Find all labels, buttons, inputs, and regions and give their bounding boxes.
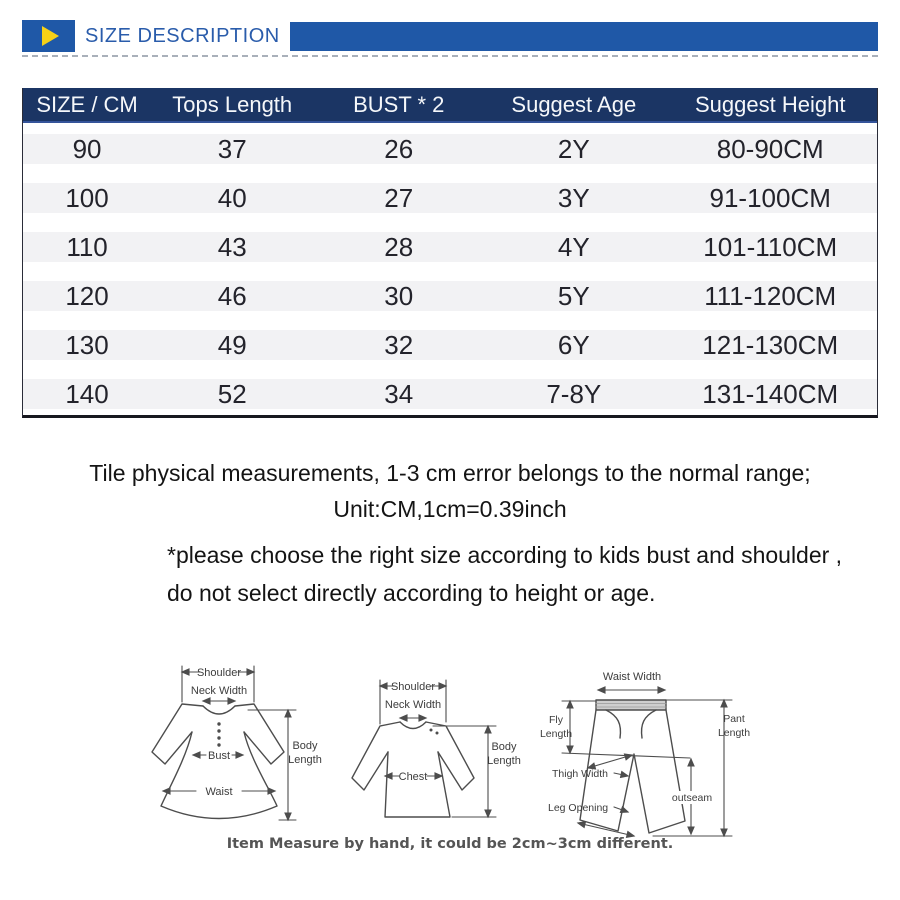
table-cell: 26 [384, 134, 414, 164]
note-advice-2: do not select directly according to height or age. [167, 580, 656, 606]
table-cell: 101-110CM [703, 232, 838, 262]
column-header: SIZE / CM [36, 91, 138, 117]
table-row [23, 134, 877, 164]
measurement-notes [0, 458, 900, 608]
table-cell: 27 [384, 183, 414, 213]
pants-fly-length-label: Fly [549, 714, 563, 726]
table-cell: 80-90CM [716, 134, 824, 164]
dress-bust-label: Bust [207, 750, 231, 762]
header-badge [22, 20, 75, 52]
table-cell: 30 [384, 281, 414, 311]
table-cell: 32 [384, 330, 414, 360]
note-unit: Unit:CM,1cm=0.39inch [333, 496, 567, 522]
dress-measure-diagram [136, 648, 326, 828]
table-cell: 140 [65, 379, 109, 409]
dress-waist-label: Waist [205, 786, 233, 798]
shirt-chest-label: Chest [398, 771, 428, 783]
pants-fly-length-label-2: Length [539, 728, 573, 740]
column-header: Suggest Height [695, 91, 846, 117]
size-table-body [23, 123, 877, 415]
table-cell: 131-140CM [702, 379, 839, 409]
dress-shoulder-label: Shoulder [196, 667, 242, 679]
dress-neck-width-label: Neck Width [190, 685, 248, 697]
pants-outseam-label: outseam [671, 792, 713, 804]
table-cell: 111-120CM [704, 281, 837, 311]
table-cell: 110 [66, 232, 108, 262]
table-row [23, 379, 877, 409]
table-cell: 43 [217, 232, 247, 262]
pants-thigh-width-label: Thigh Width [552, 768, 609, 780]
table-cell: 130 [65, 330, 109, 360]
dress-body-length-label-2: Length [288, 754, 322, 766]
section-header [22, 20, 878, 52]
table-cell: 52 [217, 379, 247, 409]
header-accent-bar [290, 22, 878, 51]
table-row [23, 232, 877, 262]
shirt-neck-width-label: Neck Width [384, 699, 442, 711]
note-measure-range: Tile physical measurements, 1-3 cm error belongs to the normal range; [89, 460, 811, 486]
table-cell: 34 [384, 379, 414, 409]
column-header: Suggest Age [511, 91, 637, 117]
table-cell: 6Y [557, 330, 590, 360]
shirt-measure-diagram [338, 652, 523, 832]
table-cell: 5Y [557, 281, 590, 311]
table-cell: 121-130CM [702, 330, 839, 360]
table-cell: 3Y [557, 183, 590, 213]
column-header: BUST * 2 [353, 91, 445, 117]
column-header: Tops Length [172, 91, 293, 117]
table-cell: 4Y [557, 232, 590, 262]
pants-waist-width-label: Waist Width [602, 671, 662, 683]
table-cell: 37 [217, 134, 247, 164]
table-cell: 2Y [557, 134, 590, 164]
table-cell: 28 [384, 232, 414, 262]
table-cell: 7-8Y [546, 379, 602, 409]
table-cell: 100 [65, 183, 109, 213]
pants-measure-diagram [538, 650, 750, 840]
shirt-body-length-label: Body [491, 741, 517, 753]
section-title: SIZE DESCRIPTION [85, 24, 280, 47]
table-row [23, 330, 877, 360]
measure-disclaimer: Item Measure by hand, it could be 2cm~3cm different. [226, 836, 674, 852]
shirt-outline [352, 722, 474, 817]
table-cell: 40 [217, 183, 247, 213]
pants-pant-length-label-2: Length [717, 727, 750, 739]
dashed-divider [22, 55, 878, 57]
shirt-shoulder-label: Shoulder [390, 681, 436, 693]
size-table [22, 88, 878, 418]
table-row [23, 281, 877, 311]
pants-pant-length-label: Pant [723, 713, 745, 725]
size-table-header-row [23, 88, 877, 123]
table-row [23, 183, 877, 213]
table-cell: 49 [217, 330, 247, 360]
table-cell: 91-100CM [709, 183, 831, 213]
table-cell: 120 [65, 281, 109, 311]
shirt-body-length-label-2: Length [487, 755, 521, 767]
dress-body-length-label: Body [292, 740, 318, 752]
table-cell: 90 [72, 134, 102, 164]
table-cell: 46 [217, 281, 247, 311]
play-triangle-icon [42, 26, 59, 46]
note-advice-1: *please choose the right size according to kids bust and shoulder , [167, 542, 843, 568]
pants-leg-opening-label: Leg Opening [548, 802, 609, 814]
